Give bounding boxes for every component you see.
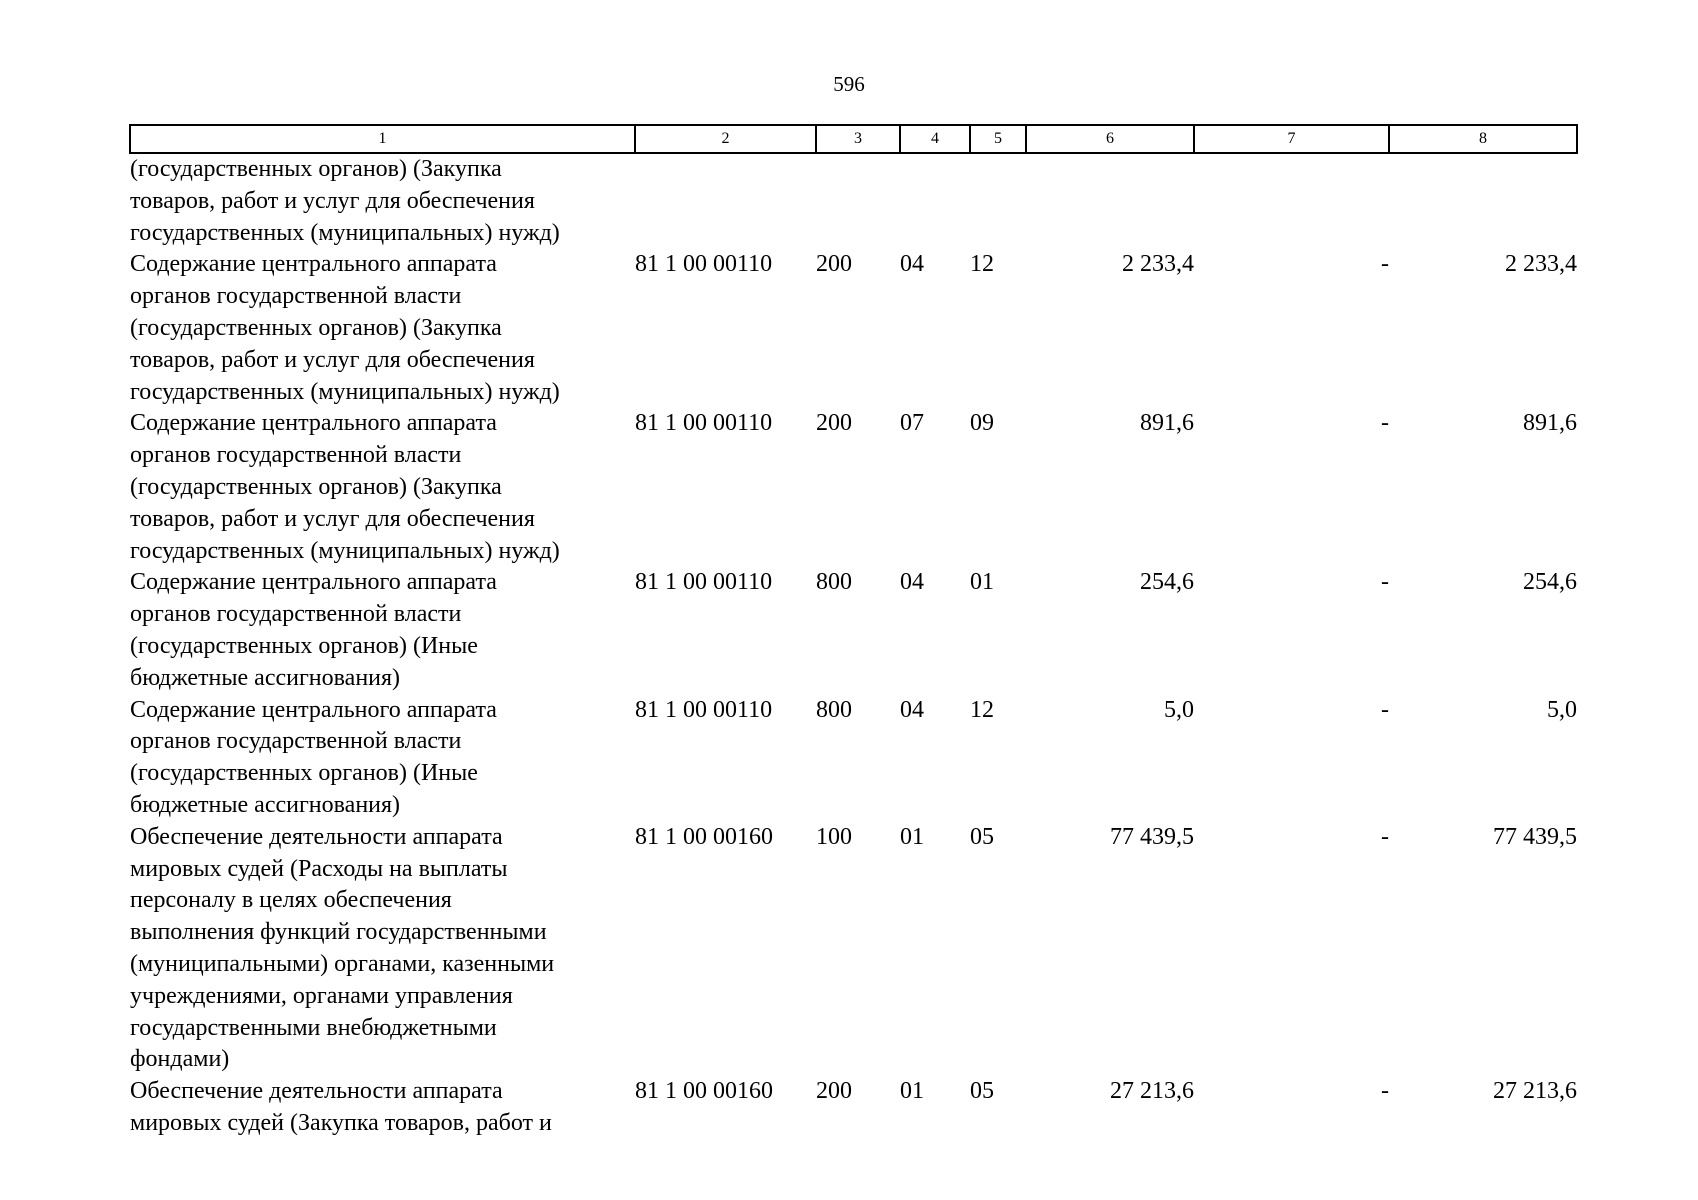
cell-expense-type: 100 <box>816 823 852 850</box>
budget-table <box>129 124 1578 1140</box>
name-line: государственных (муниципальных) нужд) <box>130 378 560 405</box>
name-line: Содержание центрального аппарата <box>130 410 497 437</box>
table-body <box>130 153 1577 1140</box>
name-line: бюджетные ассигнования) <box>130 664 401 691</box>
header-col-8: 8 <box>1389 125 1577 153</box>
table-row <box>130 1076 1577 1140</box>
name-line: (государственных органов) (Закупка <box>130 156 502 182</box>
cell-code <box>635 153 816 249</box>
header-col-7: 7 <box>1194 125 1389 153</box>
name-line: органов государственной власти <box>130 283 462 310</box>
page-number: 596 <box>833 72 865 96</box>
name-line: (государственных органов) (Закупка <box>130 314 502 341</box>
table-row <box>130 695 1577 822</box>
cell-change: - <box>1381 1078 1389 1105</box>
cell-amount: 27 213,6 <box>1110 1078 1194 1105</box>
name-line: Содержание центрального аппарата <box>130 251 497 278</box>
cell-name <box>130 822 635 1076</box>
header-col-6: 6 <box>1026 125 1194 153</box>
cell-subsection: 12 <box>970 696 994 723</box>
cell-change: - <box>1381 251 1389 278</box>
cell-code: 81 1 00 00160 <box>635 823 773 850</box>
cell-section: 01 <box>900 823 924 850</box>
table-row <box>130 408 1577 567</box>
cell-code: 81 1 00 00110 <box>635 251 773 278</box>
cell-section: 07 <box>900 410 924 437</box>
header-col-4: 4 <box>900 125 970 153</box>
cell-section: 01 <box>900 1078 924 1105</box>
table-header <box>130 125 1577 153</box>
name-line: (государственных органов) (Иные <box>130 632 478 659</box>
cell-subsection: 05 <box>970 1078 994 1105</box>
name-line: органов государственной власти <box>130 601 462 628</box>
cell-code: 81 1 00 00160 <box>635 1078 773 1105</box>
name-line: (государственных органов) (Закупка <box>130 473 502 500</box>
cell-name <box>130 1076 635 1140</box>
cell-total: 77 439,5 <box>1493 823 1577 850</box>
cell-subsection: 05 <box>970 823 994 850</box>
name-line: органов государственной власти <box>130 728 462 755</box>
cell-amount: 891,6 <box>1140 410 1194 437</box>
table-row <box>130 822 1577 1076</box>
cell-name <box>130 567 635 694</box>
cell-code: 81 1 00 00110 <box>635 410 773 437</box>
name-line: товаров, работ и услуг для обеспечения <box>130 346 535 373</box>
name-line: персоналу в целях обеспечения <box>130 887 452 914</box>
cell-amount: 77 439,5 <box>1110 823 1194 850</box>
cell-code: 81 1 00 00110 <box>635 696 773 723</box>
cell-total: 254,6 <box>1523 569 1577 596</box>
cell-subsection <box>970 153 1026 249</box>
name-line: фондами) <box>130 1046 230 1073</box>
cell-section: 04 <box>900 569 924 596</box>
name-line: Обеспечение деятельности аппарата <box>130 823 503 850</box>
cell-expense-type: 800 <box>816 696 852 723</box>
header-col-2: 2 <box>635 125 816 153</box>
header-col-1: 1 <box>130 125 635 153</box>
name-line: мировых судей (Расходы на выплаты <box>130 855 508 882</box>
cell-name <box>130 249 635 408</box>
cell-expense-type: 200 <box>816 1078 852 1105</box>
name-line: государственными внебюджетными <box>130 1014 497 1041</box>
name-line: Обеспечение деятельности аппарата <box>130 1078 503 1105</box>
cell-expense-type: 800 <box>816 569 852 596</box>
table-row <box>130 249 1577 408</box>
cell-section: 04 <box>900 251 924 278</box>
name-line: Содержание центрального аппарата <box>130 696 497 723</box>
name-line: (государственных органов) (Иные <box>130 760 478 787</box>
cell-change: - <box>1381 696 1389 723</box>
cell-expense-type: 200 <box>816 251 852 278</box>
cell-amount <box>1026 153 1194 249</box>
name-line: государственных (муниципальных) нужд) <box>130 537 560 564</box>
cell-change: - <box>1381 823 1389 850</box>
cell-total: 891,6 <box>1523 410 1577 437</box>
cell-expense-type <box>816 153 900 249</box>
cell-change: - <box>1381 569 1389 596</box>
cell-expense-type: 200 <box>816 410 852 437</box>
cell-subsection: 12 <box>970 251 994 278</box>
cell-change <box>1194 153 1389 249</box>
cell-amount: 254,6 <box>1140 569 1194 596</box>
cell-total <box>1389 153 1577 249</box>
cell-code: 81 1 00 00110 <box>635 569 773 596</box>
cell-change: - <box>1381 410 1389 437</box>
table-row <box>130 153 1577 249</box>
cell-name <box>130 408 635 567</box>
cell-total: 2 233,4 <box>1505 251 1577 278</box>
name-line: (муниципальными) органами, казенными <box>130 950 555 977</box>
cell-amount: 5,0 <box>1164 696 1194 723</box>
table-row <box>130 567 1577 694</box>
header-col-3: 3 <box>816 125 900 153</box>
name-line: бюджетные ассигнования) <box>130 791 401 818</box>
name-line: товаров, работ и услуг для обеспечения <box>130 505 535 532</box>
cell-section: 04 <box>900 696 924 723</box>
cell-amount: 2 233,4 <box>1122 251 1194 278</box>
name-line: органов государственной власти <box>130 442 462 469</box>
name-line: мировых судей (Закупка товаров, работ и <box>130 1109 552 1136</box>
name-line: выполнения функций государственными <box>130 919 547 946</box>
cell-total: 5,0 <box>1547 696 1577 723</box>
name-line: Содержание центрального аппарата <box>130 569 497 596</box>
header-row <box>130 125 1577 153</box>
cell-section <box>900 153 970 249</box>
cell-total: 27 213,6 <box>1493 1078 1577 1105</box>
cell-subsection: 09 <box>970 410 994 437</box>
header-col-5: 5 <box>970 125 1026 153</box>
cell-name <box>130 153 635 249</box>
name-line: учреждениями, органами управления <box>130 982 513 1009</box>
cell-subsection: 01 <box>970 569 994 596</box>
name-line: государственных (муниципальных) нужд) <box>130 219 560 246</box>
name-line: товаров, работ и услуг для обеспечения <box>130 187 535 214</box>
cell-name <box>130 695 635 822</box>
